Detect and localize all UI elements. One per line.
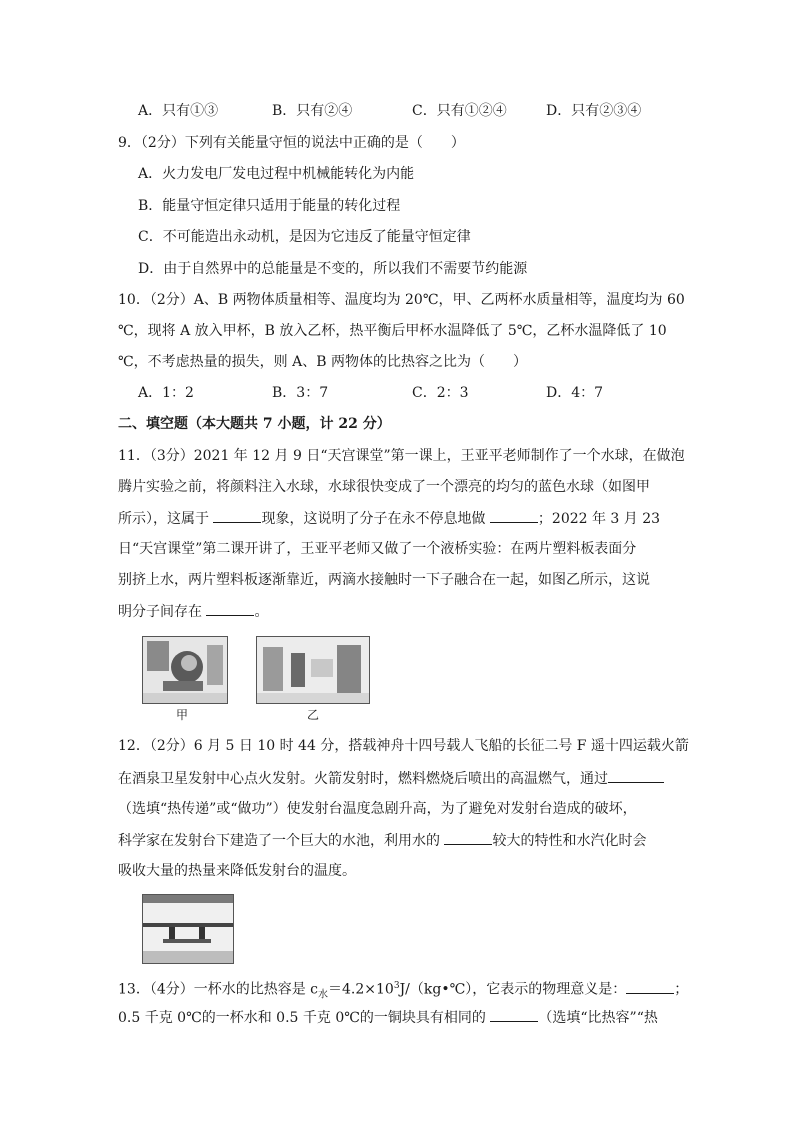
q11-line-6 xyxy=(118,601,268,622)
q13-blank-2[interactable] xyxy=(490,1007,538,1022)
q12-line-4-b: 较大的特性和水汽化时会 xyxy=(492,833,647,849)
water-ball-illustration xyxy=(143,637,227,703)
q13-line-1 xyxy=(118,976,688,1005)
liquid-bridge-illustration xyxy=(257,637,369,703)
q11-blank-3[interactable] xyxy=(206,601,254,616)
q11-line-3-b: 现象，这说明了分子在永不停息地做 xyxy=(261,511,490,527)
q11-line-5: 别挤上水，两片塑料板逐渐靠近，两滴水接触时一下子融合在一起，如图乙所示，这说 xyxy=(118,572,650,588)
q13-line-2-a: 0.5 千克 0℃的一杯水和 0.5 千克 0℃的一铜块具有相同的 xyxy=(118,1010,491,1026)
photo-launch-pad xyxy=(142,894,234,964)
q10-option-b: B．3：7 xyxy=(272,385,329,401)
photo-water-ball xyxy=(142,636,228,704)
q8-option-d: D．只有②③④ xyxy=(546,103,642,119)
q13-subscript: 水 xyxy=(318,989,329,1001)
q11-line-3-c: ；2022 年 3 月 23 xyxy=(537,511,661,527)
q11-line-2: 腾片实验之前，将颜料注入水球，水球很快变成了一个漂亮的均匀的蓝色水球（如图甲 xyxy=(118,479,650,495)
q9-option-d: D．由于自然界中的总能量是不变的，所以我们不需要节约能源 xyxy=(138,261,528,277)
q10-option-d: D．4：7 xyxy=(546,385,604,401)
q8-option-c: C．只有①②④ xyxy=(412,103,507,119)
q13-line-1-c: J/（kg•℃），它表示的物理意义是： xyxy=(399,981,627,998)
q13-superscript: 3 xyxy=(393,981,400,991)
q13-blank-1[interactable] xyxy=(626,979,674,994)
q8-option-a: A．只有①③ xyxy=(138,103,219,119)
caption-yi: 乙 xyxy=(307,708,320,722)
q9-stem: 9．（2分）下列有关能量守恒的说法中正确的是（ ） xyxy=(118,135,465,151)
photo-liquid-bridge xyxy=(256,636,370,704)
q13-line-2 xyxy=(118,1007,658,1028)
launch-pad-illustration xyxy=(143,895,233,963)
q12-line-4 xyxy=(118,830,646,851)
caption-jia: 甲 xyxy=(176,708,189,722)
q12-line-2 xyxy=(118,768,664,789)
q11-line-4: 日“天宫课堂”第二课开讲了，王亚平老师又做了一个液桥实验：在两片塑料板表面分 xyxy=(118,541,637,557)
q12-line-5: 吸收大量的热量来降低发射台的温度。 xyxy=(118,863,356,879)
q12-line-4-a: 科学家在发射台下建造了一个巨大的水池，利用水的 xyxy=(118,833,445,849)
q12-blank-1[interactable] xyxy=(608,768,664,783)
q8-option-b: B．只有②④ xyxy=(272,103,353,119)
q12-line-1: 12．（2分）6 月 5 日 10 时 44 分，搭载神舟十四号载人飞船的长征二号 F 遥十四运载火箭 xyxy=(118,738,689,754)
section-2-title: 二、填空题（本大题共 7 小题，计 22 分） xyxy=(118,416,391,432)
q9-option-a: A．火力发电厂发电过程中机械能转化为内能 xyxy=(138,166,415,182)
q11-blank-2[interactable] xyxy=(490,508,538,523)
q13-line-2-b: （选填“比热容”“热 xyxy=(538,1010,658,1026)
q11-line-3 xyxy=(118,508,660,529)
q12-line-3: （选填“热传递”或“做功”）使发射台温度急剧升高，为了避免对发射台造成的破坏， xyxy=(118,801,637,817)
q10-option-a: A．1：2 xyxy=(138,385,194,401)
q10-line-2: ℃，现将 A 放入甲杯，B 放入乙杯，热平衡后甲杯水温降低了 5℃，乙杯水温降低了 10 xyxy=(118,323,667,339)
q9-option-b: B．能量守恒定律只适用于能量的转化过程 xyxy=(138,198,401,214)
q13-line-1-d: ； xyxy=(674,981,689,998)
q10-line-3: ℃，不考虑热量的损失，则 A、B 两物体的比热容之比为（ ） xyxy=(118,354,527,370)
q11-line-1: 11．（3分）2021 年 12 月 9 日“天宫课堂”第一课上，王亚平老师制作了一个水球，在做泡 xyxy=(118,448,685,464)
q11-line-3-a: 所示），这属于 xyxy=(118,511,214,527)
q9-option-c: C．不可能造出永动机，是因为它违反了能量守恒定律 xyxy=(138,229,471,245)
q13-line-1-b: ＝4.2×10 xyxy=(328,981,394,998)
q10-option-c: C．2：3 xyxy=(412,385,469,401)
q11-line-6-a: 明分子间存在 xyxy=(118,604,207,620)
q12-line-2-text: 在酒泉卫星发射中心点火发射。火箭发射时，燃料燃烧后喷出的高温燃气，通过 xyxy=(118,771,608,787)
q12-blank-2[interactable] xyxy=(444,830,492,845)
q13-line-1-a: 13．（4分）一杯水的比热容是 c xyxy=(118,981,319,998)
q10-line-1: 10．（2分）A、B 两物体质量相等、温度均为 20℃，甲、乙两杯水质量相等，温度均为 60 xyxy=(118,292,685,308)
q11-line-6-b: 。 xyxy=(254,604,269,620)
q11-blank-1[interactable] xyxy=(213,508,261,523)
